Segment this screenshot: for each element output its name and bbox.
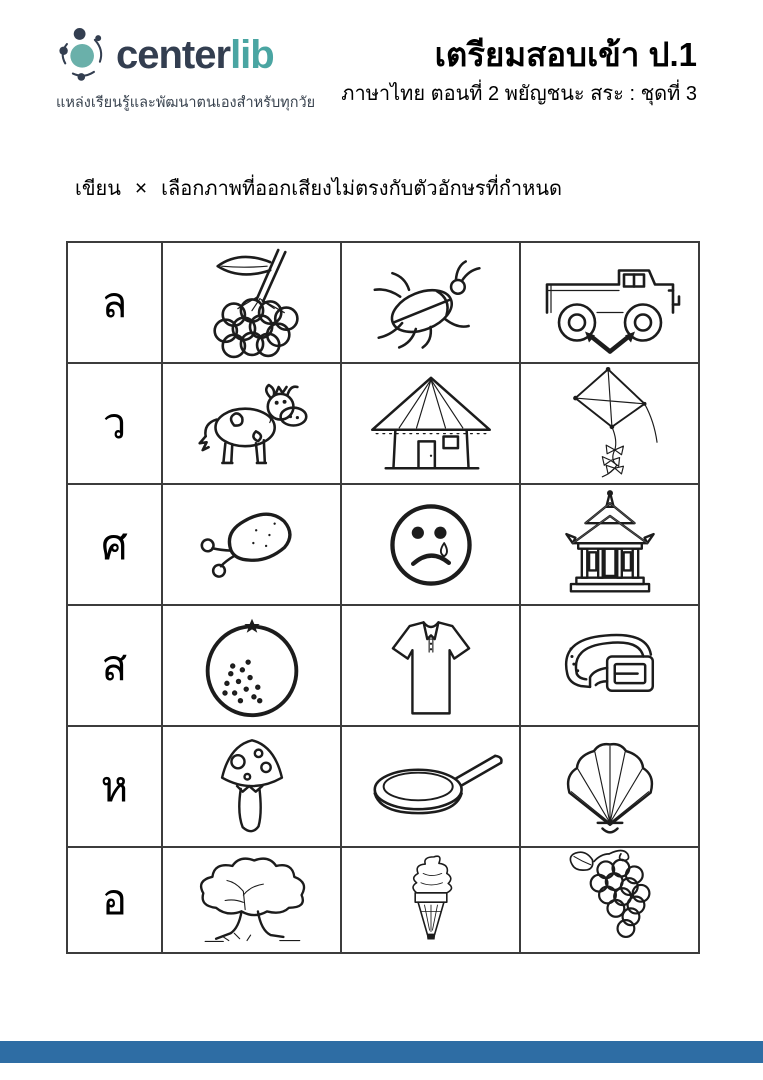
- image-cell: [520, 484, 699, 605]
- instruction-rest: เลือกภาพที่ออกเสียงไม่ตรงกับตัวอักษรที่กำหนด: [161, 178, 563, 200]
- image-cell: [520, 847, 699, 953]
- kite-image: [562, 365, 658, 483]
- image-cell: [520, 726, 699, 847]
- instruction-prefix: เขียน: [75, 178, 121, 200]
- grapes-image: [564, 848, 656, 952]
- image-cell: [162, 363, 341, 484]
- centerlib-logo: [56, 28, 315, 114]
- image-cell: [162, 484, 341, 605]
- seashell-image: [552, 736, 668, 838]
- image-cell: [341, 726, 520, 847]
- image-cell: [341, 847, 520, 953]
- table-row: [67, 242, 699, 363]
- table-row: [67, 847, 699, 953]
- worksheet-table: [66, 241, 700, 954]
- image-cell: [162, 605, 341, 726]
- logo-wordmark: [116, 35, 274, 75]
- image-cell: [162, 726, 341, 847]
- letter-cell: อ: [67, 847, 162, 953]
- table-row: [67, 726, 699, 847]
- orange-fruit-image: [198, 612, 306, 720]
- monster-truck-with-arrows-image: [535, 250, 685, 356]
- mushroom-image: [209, 733, 295, 841]
- image-cell: [162, 242, 341, 363]
- table-row: [67, 363, 699, 484]
- belt-image: [552, 624, 668, 708]
- instruction-text: [75, 172, 562, 204]
- image-cell: [520, 605, 699, 726]
- letter-cell: ศ: [67, 484, 162, 605]
- beetle-image: [365, 255, 497, 351]
- image-cell: [341, 242, 520, 363]
- ice-cream-cone-image: [400, 854, 462, 946]
- logo-tagline: แหล่งเรียนรู้และพัฒนาตนเองสำหรับทุกวัย: [56, 95, 316, 111]
- cow-image: [178, 374, 326, 473]
- image-cell: [341, 484, 520, 605]
- title-block: [341, 36, 697, 109]
- frying-pan-image: [357, 746, 505, 827]
- longan-fruit-bunch-image: [179, 246, 325, 359]
- logo-text-center: center: [116, 33, 231, 77]
- letter-cell: ห: [67, 726, 162, 847]
- image-cell: [341, 605, 520, 726]
- table-row: [67, 605, 699, 726]
- cross-mark: ×: [134, 177, 148, 200]
- polo-shirt-image: [379, 610, 483, 722]
- page-subtitle: ภาษาไทย ตอนที่ 2 พยัญชนะ สระ : ชุดที่ 3: [341, 82, 697, 105]
- image-cell: [520, 242, 699, 363]
- orbit-dots-logo-icon: [56, 28, 110, 82]
- table-row: [67, 484, 699, 605]
- letter-cell: ล: [67, 242, 162, 363]
- chicken-drumstick-image: [191, 503, 313, 586]
- thatched-hut-image: [357, 372, 505, 476]
- tree-image: [189, 855, 315, 946]
- logo-text-lib: lib: [230, 33, 274, 77]
- letter-cell: ว: [67, 363, 162, 484]
- image-cell: [162, 847, 341, 953]
- sad-face-with-tear-image: [384, 498, 478, 592]
- image-cell: [341, 363, 520, 484]
- page-title: เตรียมสอบเข้า ป.1: [434, 36, 697, 73]
- thai-pavilion-image: [560, 489, 660, 601]
- image-cell: [520, 363, 699, 484]
- footer-bar: [0, 1041, 763, 1063]
- letter-cell: ส: [67, 605, 162, 726]
